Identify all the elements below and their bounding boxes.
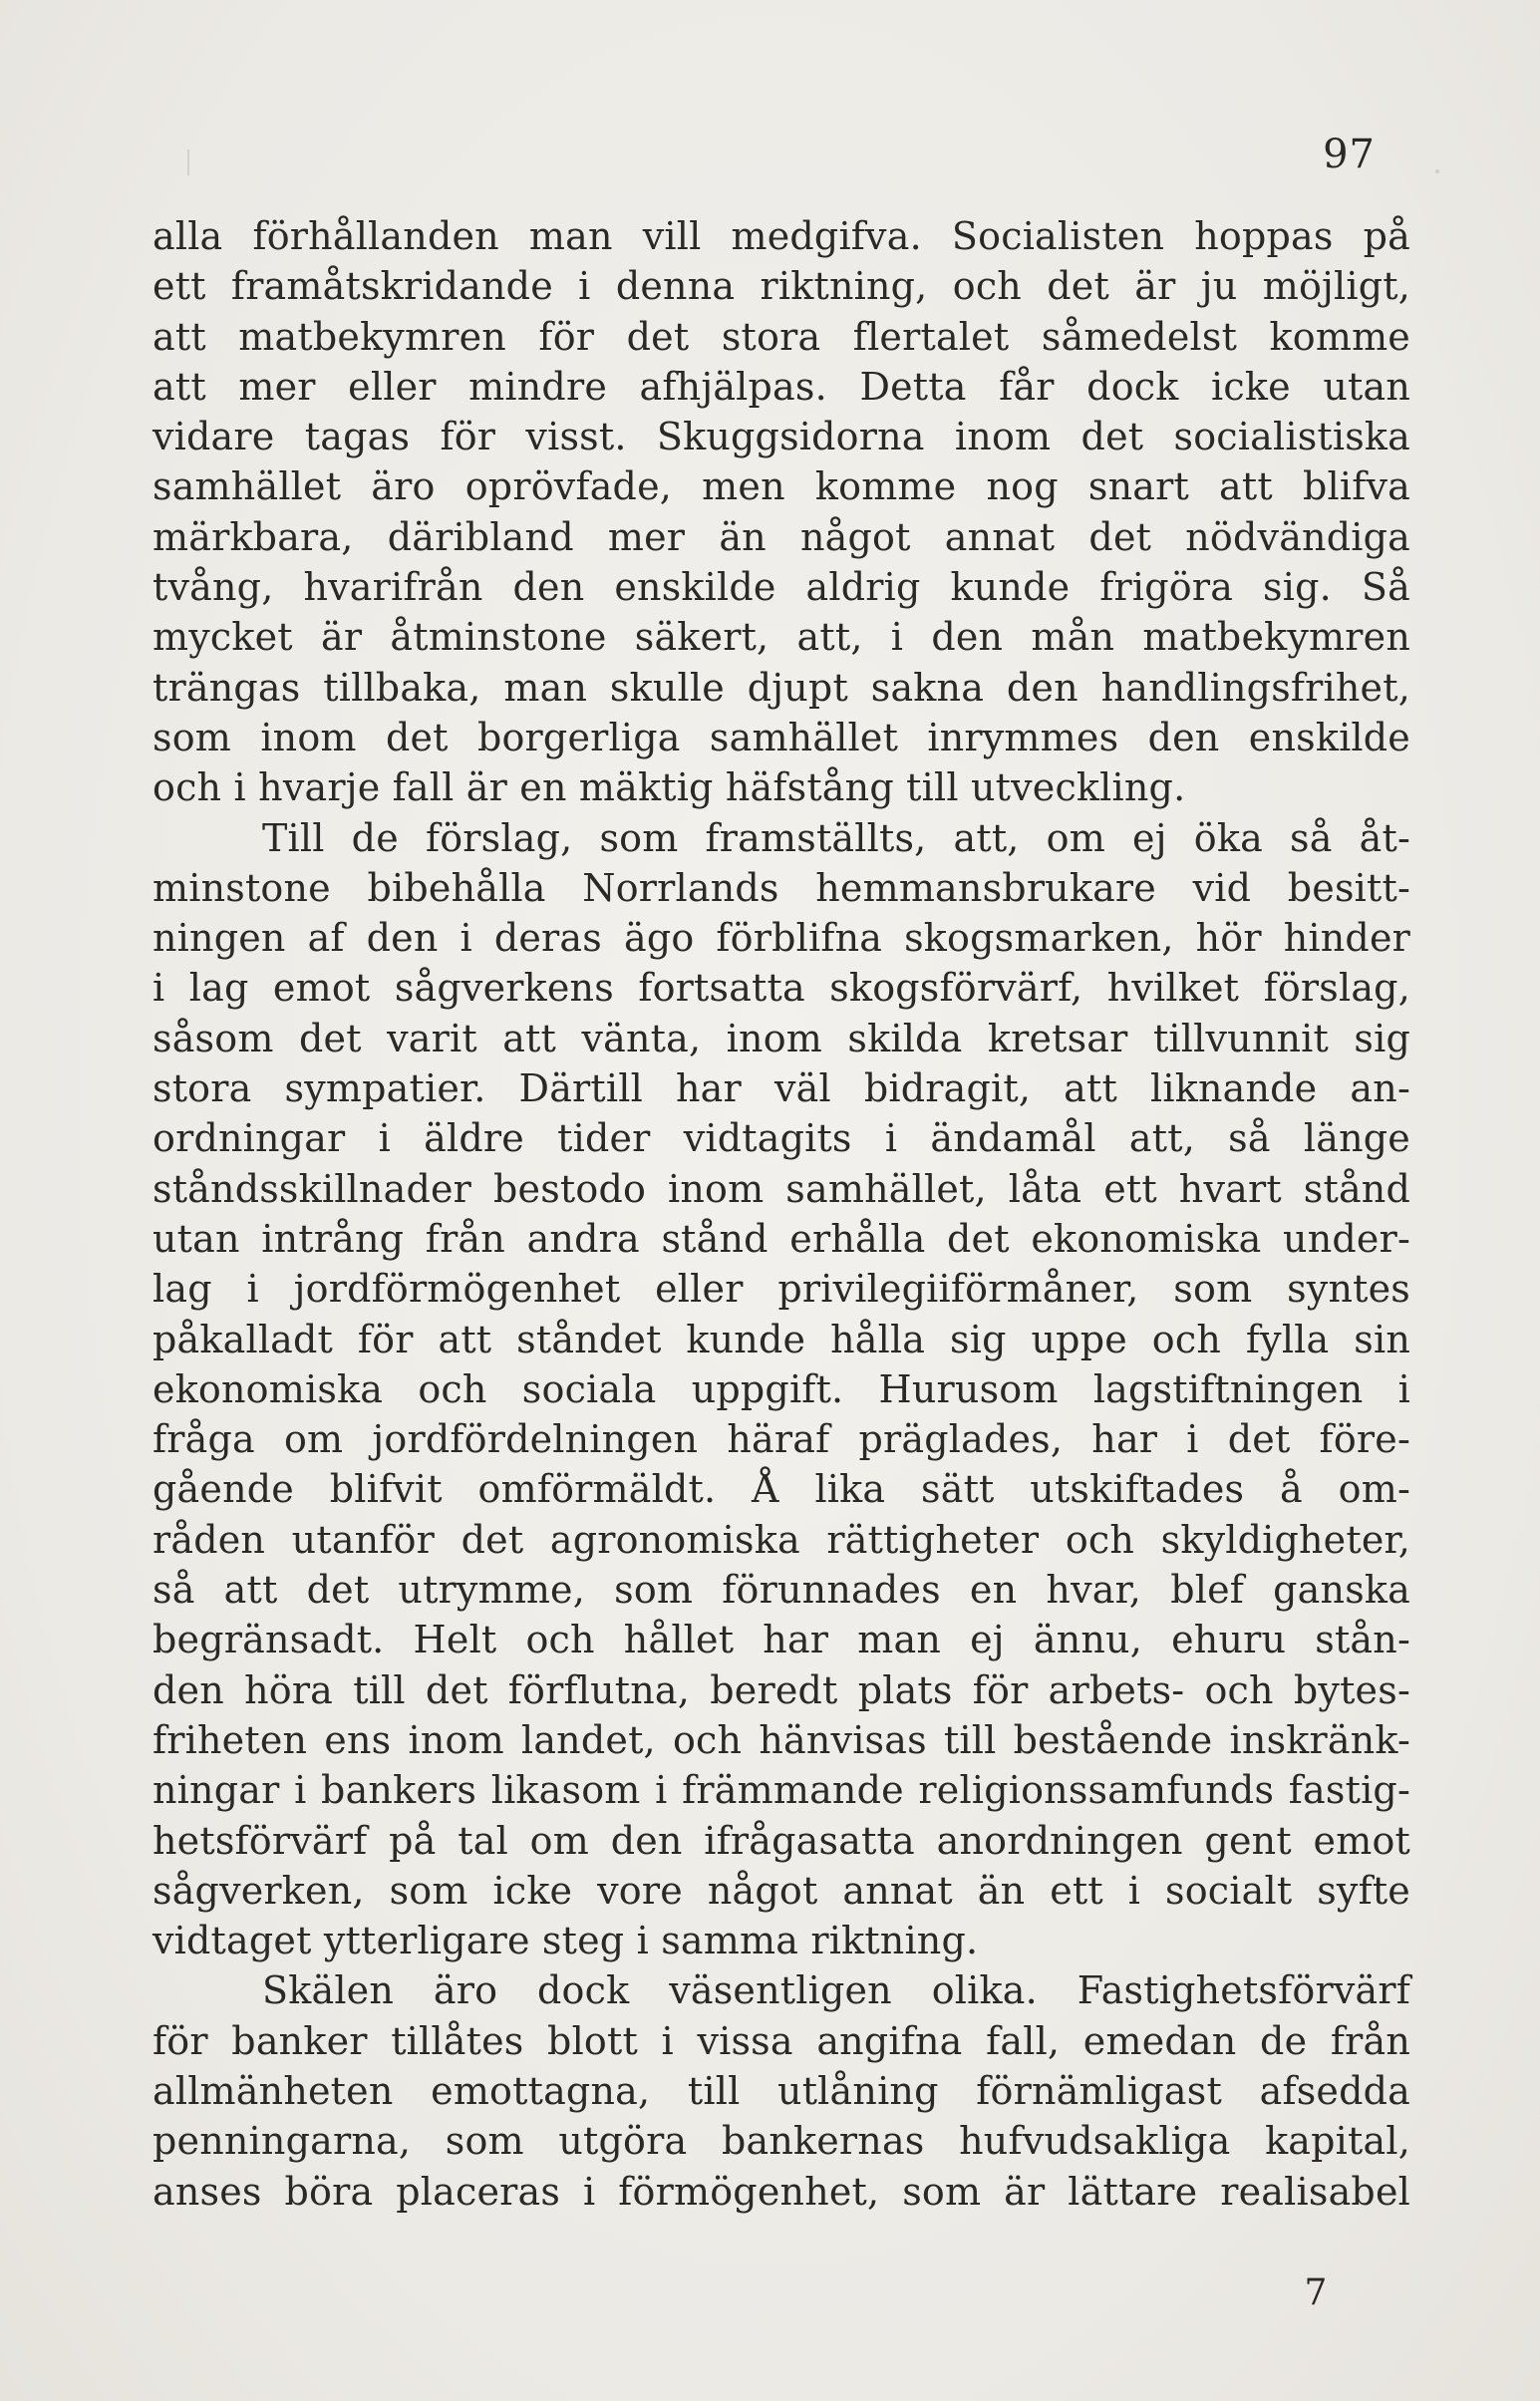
text-line: gående blifvit omförmäldt. Å lika sätt utskiftades å om- xyxy=(153,1467,1410,1512)
text-line: som inom det borgerliga samhället inrymmes den enskilde xyxy=(153,715,1410,759)
text-line: allmänheten emottagna, till utlåning förnämligast afsedda xyxy=(153,2068,1410,2113)
text-line: Till de förslag, som framställts, att, om ej öka så åt- xyxy=(262,815,1410,860)
text-line: penningarna, som utgöra bankernas hufvudsakliga kapital, xyxy=(153,2119,1410,2164)
text-line: att matbekymren för det stora flertalet såmedelst komme xyxy=(153,314,1410,359)
text-line: för banker tillåtes blott i vissa angifna fall, emedan de från xyxy=(153,2018,1410,2063)
text-line: mycket är åtminstone säkert, att, i den mån matbekymren xyxy=(153,615,1410,660)
text-line: ett framåtskridande i denna riktning, och det är ju möjligt, xyxy=(153,264,1410,309)
margin-dot xyxy=(1435,169,1439,173)
text-line: alla förhållanden man vill medgifva. Socialisten hoppas på xyxy=(153,214,1410,258)
text-line: den höra till det förflutna, beredt plats för arbets- och bytes- xyxy=(153,1667,1410,1712)
text-line: så att det utrymme, som förunnades en hvar, blef ganska xyxy=(153,1568,1410,1613)
text-line: råden utanför det agronomiska rättigheter och skyldigheter, xyxy=(153,1517,1410,1562)
text-line: anses böra placeras i förmögenhet, som är lättare realisabel xyxy=(153,2169,1410,2214)
text-line: ordningar i äldre tider vidtagits i ändamål att, så länge xyxy=(153,1116,1410,1161)
text-line: Skälen äro dock väsentligen olika. Fastighetsförvärf xyxy=(262,1968,1410,2013)
text-line: vidare tagas för visst. Skuggsidorna inom det socialistiska xyxy=(153,415,1410,459)
text-line: ningen af den i deras ägo förblifna skogsmarken, hör hinder xyxy=(153,916,1410,961)
text-line: samhället äro oprövfade, men komme nog snart att blifva xyxy=(153,464,1410,509)
text-line: vidtaget ytterligare steg i samma riktning. xyxy=(153,1919,979,1963)
page-number: 97 xyxy=(1323,132,1376,177)
text-line: såsom det varit att vänta, inom skilda kretsar tillvunnit sig xyxy=(153,1016,1410,1060)
text-line: trängas tillbaka, man skulle djupt sakna den handlingsfrihet, xyxy=(153,665,1410,710)
text-line: märkbara, däribland mer än något annat det nödvändiga xyxy=(153,514,1410,559)
text-line: lag i jordförmögenhet eller privilegiiförmåner, som syntes xyxy=(153,1267,1410,1312)
text-line: begränsadt. Helt och hållet har man ej ännu, ehuru stån- xyxy=(153,1618,1410,1662)
text-line: och i hvarje fall är en mäktig häfstång till utveckling. xyxy=(153,765,1186,810)
text-line: påkalladt för att ståndet kunde hålla sig uppe och fylla sin xyxy=(153,1317,1410,1361)
text-line: att mer eller mindre afhjälpas. Detta får dock icke utan xyxy=(153,364,1410,409)
margin-mark xyxy=(187,150,189,175)
signature-mark: 7 xyxy=(1304,2272,1328,2313)
body-text xyxy=(153,211,1410,2217)
text-line: friheten ens inom landet, och hänvisas till bestående inskränk- xyxy=(153,1717,1410,1762)
text-line: utan intrång från andra stånd erhålla det ekonomiska under- xyxy=(153,1216,1410,1261)
text-line: fråga om jordfördelningen häraf präglades, har i det före- xyxy=(153,1417,1410,1462)
text-line: hetsförvärf på tal om den ifrågasatta anordningen gent emot xyxy=(153,1818,1410,1863)
text-line: stora sympatier. Därtill har väl bidragit, att liknande an- xyxy=(153,1066,1410,1111)
text-line: tvång, hvarifrån den enskilde aldrig kunde frigöra sig. Så xyxy=(153,565,1410,610)
text-line: ståndsskillnader bestodo inom samhället, låta ett hvart stånd xyxy=(153,1166,1410,1211)
text-line: sågverken, som icke vore något annat än ett i socialt syfte xyxy=(153,1868,1410,1913)
text-line: minstone bibehålla Norrlands hemmansbrukare vid besitt- xyxy=(153,865,1410,910)
text-line: ekonomiska och sociala uppgift. Hurusom lagstiftningen i xyxy=(153,1366,1410,1411)
text-line: i lag emot sågverkens fortsatta skogsförvärf, hvilket förslag, xyxy=(153,966,1410,1011)
text-line: ningar i bankers likasom i främmande religionssamfunds fastig- xyxy=(153,1768,1410,1813)
